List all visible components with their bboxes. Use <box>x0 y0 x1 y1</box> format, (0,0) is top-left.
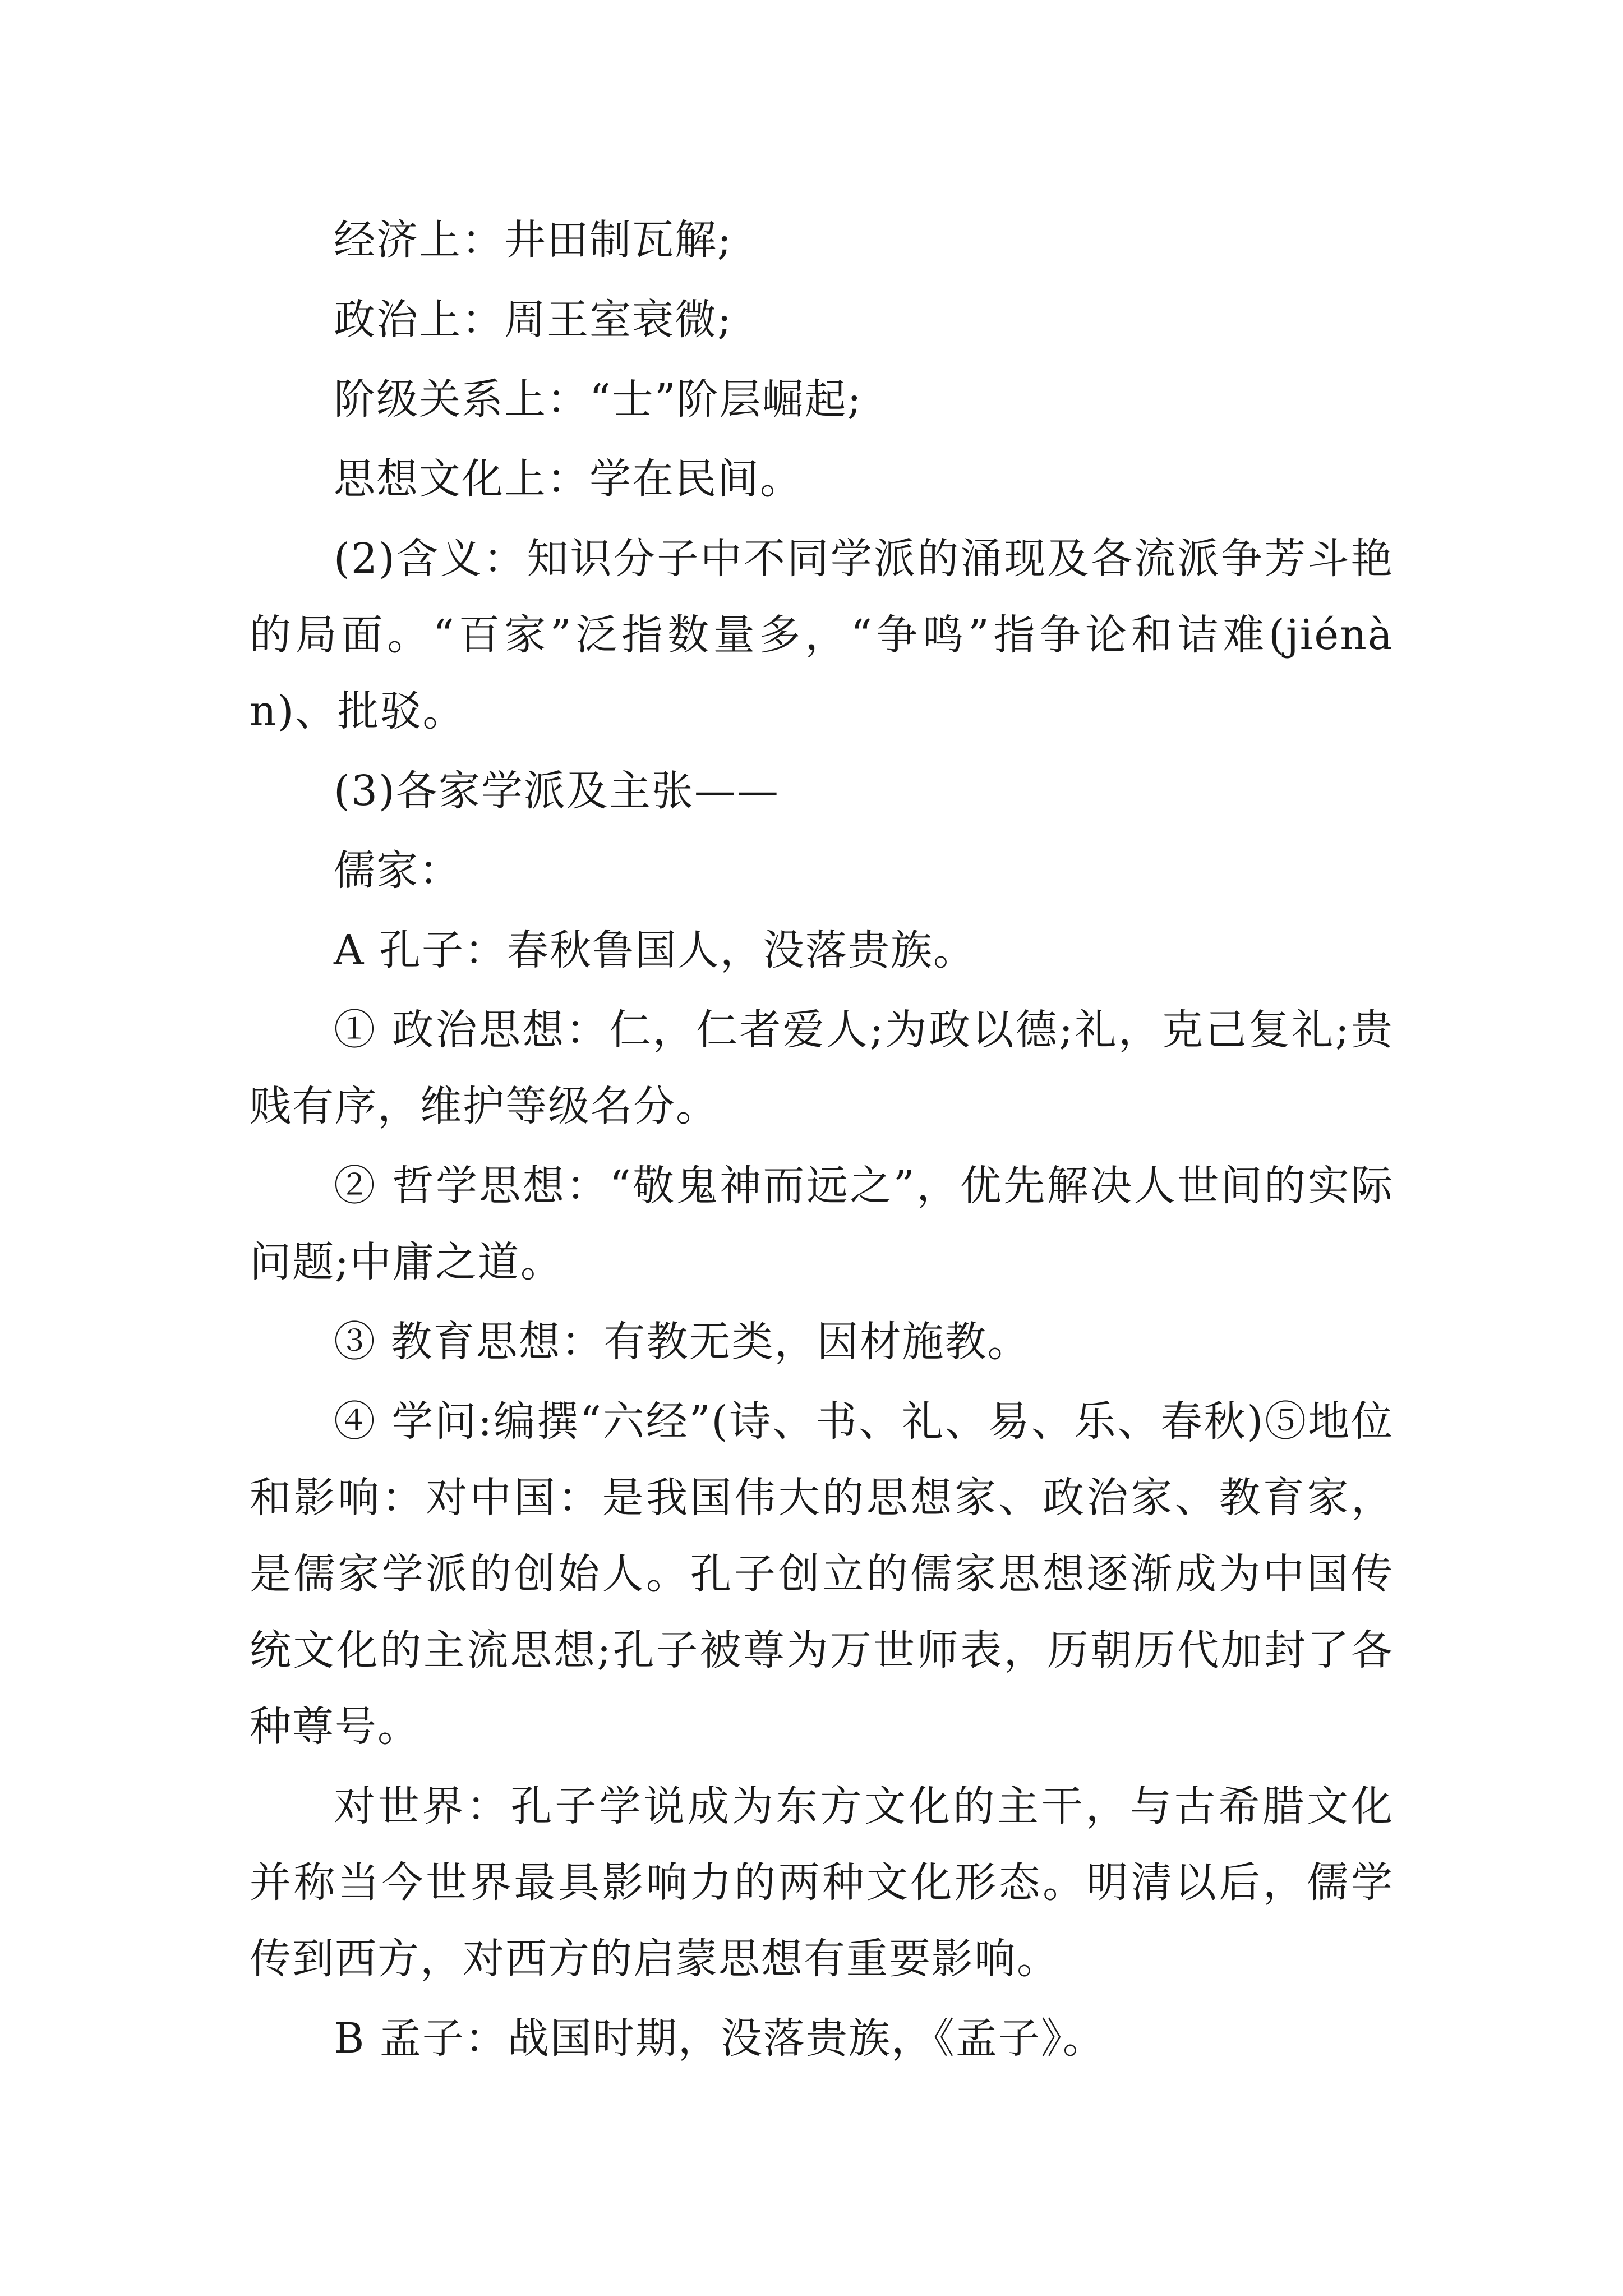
paragraph-scholarship-influence: ④ 学问:编撰“六经”(诗、书、礼、易、乐、春秋)⑤地位和影响：对中国：是我国伟大的思想家、政治家、教育家，是儒家学派的创始人。孔子创立的儒家思想逐渐成为中国传统文化的主流思想;孔子被尊为万世师表，历朝历代加封了各种尊号。 <box>250 1397 1394 1751</box>
paragraph-political-thought: ① 政治思想：仁，仁者爱人;为政以德;礼，克己复礼;贵贱有序，维护等级名分。 <box>250 1006 1394 1130</box>
paragraph-world-influence: 对世界：孔子学说成为东方文化的主干，与古希腊文化并称当今世界最具影响力的两种文化形态。明清以后，儒学传到西方，对西方的启蒙思想有重要影响。 <box>250 1782 1394 1983</box>
paragraph-economy: 经济上：井田制瓦解; <box>334 216 732 264</box>
paragraph-philosophy: ② 哲学思想：“敬鬼神而远之”，优先解决人世间的实际问题;中庸之道。 <box>250 1162 1394 1286</box>
paragraph-confucius: A 孔子：春秋鲁国人，没落贵族。 <box>334 926 976 974</box>
paragraph-culture: 思想文化上：学在民间。 <box>334 455 803 503</box>
paragraph-politics: 政治上：周王室衰微; <box>334 296 732 344</box>
paragraph-schools-heading: (3)各家学派及主张—— <box>334 767 780 815</box>
document-body <box>250 202 1394 2080</box>
paragraph-mencius: B 孟子：战国时期，没落贵族，《孟子》。 <box>334 2014 1105 2063</box>
paragraph-meaning: (2)含义：知识分子中不同学派的涌现及各流派争芳斗艳的局面。“百家”泛指数量多，“争鸣”指争论和诘难(jiénàn)、批驳。 <box>250 535 1394 735</box>
paragraph-confucianism: 儒家： <box>334 846 462 895</box>
paragraph-education: ③ 教育思想：有教无类，因材施教。 <box>334 1318 1030 1366</box>
paragraph-class-relations: 阶级关系上：“士”阶层崛起; <box>334 375 863 424</box>
